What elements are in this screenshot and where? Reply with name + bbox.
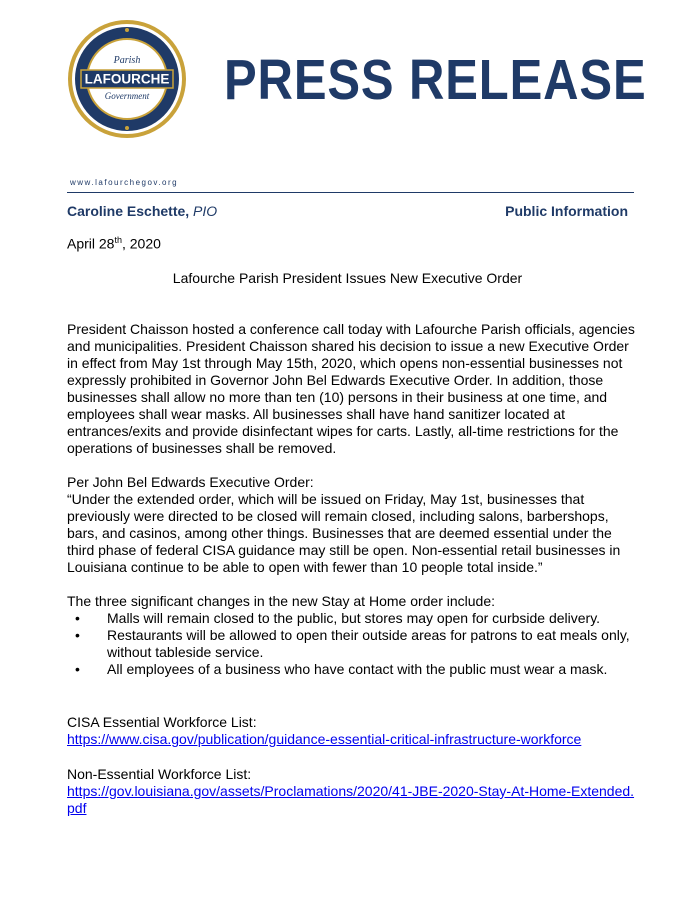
date-suffix: th: [114, 235, 122, 245]
department-label: Public Information: [505, 203, 628, 219]
date-year: , 2020: [121, 235, 161, 252]
intro-paragraph: President Chaisson hosted a conference call today with Lafourche Parish officials, agencies and municipalities. President Chaisson shared his decision to issue a new Executive Order in effect from May 1st through May 15th, 2020, which opens non-essential businesses not expressly prohibited in Governor John Bel Edwards Executive Order. In addition, those businesses shall allow no more than ten (10) persons in their business at one time, and employees shall wear masks. All businesses shall have hand sanitizer located at entrances/exits and provide disinfectant wipes for carts. Lastly, all-time restrictions for the operations of businesses shall be removed.: [67, 321, 635, 456]
contact-role: PIO: [193, 203, 218, 219]
date-month-day: April 28: [67, 235, 115, 252]
list-item: • Malls will remain closed to the public, but stores may open for curbside delivery.: [97, 610, 637, 627]
website-text: www.lafourchegov.org: [70, 178, 179, 187]
release-body: [67, 321, 637, 817]
header-divider: [67, 192, 634, 193]
per-order-label: Per John Bel Edwards Executive Order:: [67, 474, 314, 490]
cisa-label: CISA Essential Workforce List:: [67, 714, 257, 730]
parish-seal-logo: [67, 19, 187, 139]
nonessential-link[interactable]: https://gov.louisiana.gov/assets/Proclamations/2020/41-JBE-2020-Stay-At-Home-Extended.pdf: [67, 783, 635, 816]
seal-government-text: Government: [104, 91, 150, 101]
contact-line: [67, 203, 217, 219]
cisa-link[interactable]: https://www.cisa.gov/publication/guidance-essential-critical-infrastructure-workforce: [67, 731, 582, 747]
seal-parish-text: Parish: [113, 55, 141, 66]
nonessential-block: [67, 766, 637, 817]
list-item: • All employees of a business who have contact with the public must wear a mask.: [97, 661, 637, 678]
list-item: • Restaurants will be allowed to open their outside areas for patrons to eat meals only, without tableside service.: [97, 627, 637, 661]
release-date: [67, 235, 161, 252]
changes-list: [67, 610, 637, 678]
seal-name-text: LAFOURCHE: [84, 71, 170, 87]
headline: Lafourche Parish President Issues New Executive Order: [172, 270, 523, 286]
changes-intro: The three significant changes in the new Stay at Home order include:: [67, 593, 496, 609]
contact-name: Caroline Eschette,: [67, 203, 194, 219]
order-quote: “Under the extended order, which will be issued on Friday, May 1st, businesses that previously were directed to be closed will remain closed, including salons, barbershops, bars, and casinos, among other things. Businesses that are deemed essential under the third phase of federal CISA guidance may still be open. Non-essential retail businesses in Louisiana continue to be able to open with fewer than 10 people total inside.”: [67, 491, 621, 575]
press-release-title: PRESS RELEASE: [224, 48, 647, 112]
nonessential-label: Non-Essential Workforce List:: [67, 766, 252, 782]
cisa-block: [67, 714, 637, 748]
